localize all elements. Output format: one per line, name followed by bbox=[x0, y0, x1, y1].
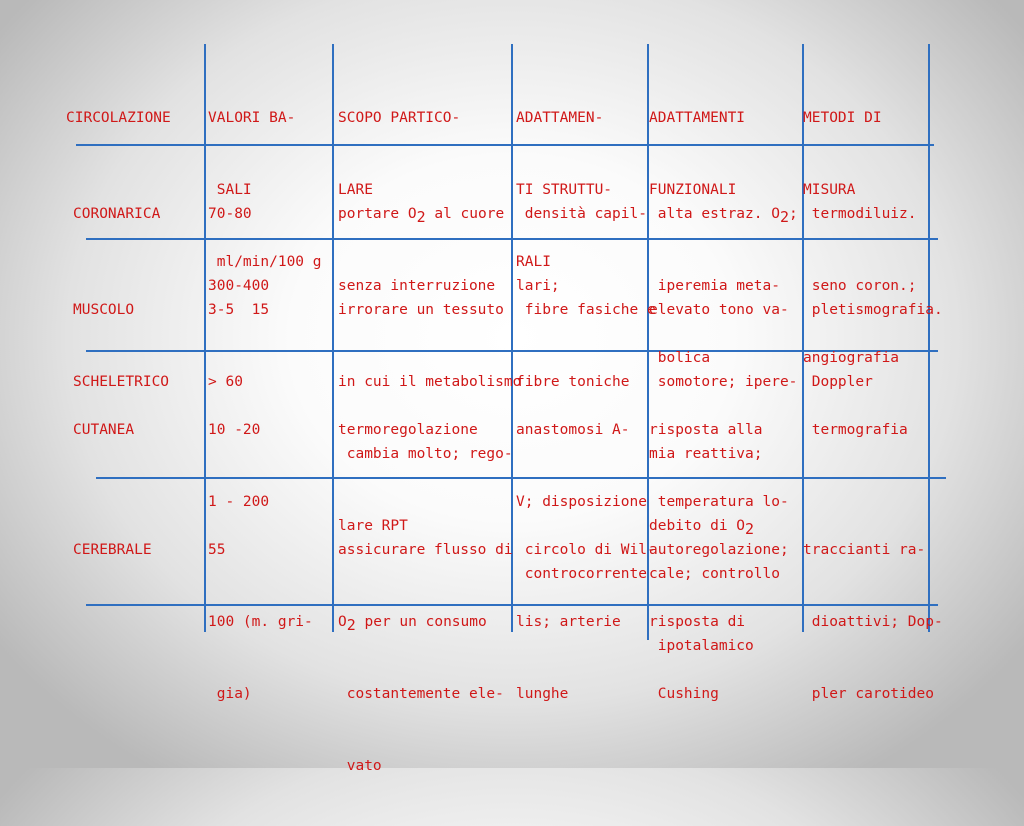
coronarica-purpose: portare $O_2$ al cuore senza interruzione bbox=[338, 206, 505, 294]
grid-vline bbox=[332, 44, 334, 632]
cutanea-structural: anastomosi A- V; disposizione controcorrente bbox=[516, 422, 647, 582]
coronarica-values: 70-80 300-400 bbox=[208, 206, 270, 294]
cutanea-functional: risposta alla temperatura lo- cale; controllo ipotalamico bbox=[649, 422, 789, 654]
cutanea-purpose: termoregolazione bbox=[338, 422, 478, 438]
header-adattamenti-strutturali: ADATTAMEN- TI STRUTTU- RALI bbox=[516, 110, 613, 270]
coronarica-structural: densità capil- lari; bbox=[516, 206, 647, 294]
header-adattamenti-funzionali: ADATTAMENTI FUNZIONALI bbox=[649, 110, 746, 198]
muscolo-name: MUSCOLO SCHELETRICO bbox=[73, 302, 170, 390]
coronarica-name: CORONARICA bbox=[73, 206, 161, 222]
muscolo-functional: elevato tono va- somotore; ipere- mia reattiva; debito di $O_2$ bbox=[649, 302, 798, 538]
muscolo-methods: pletismografia. Doppler bbox=[803, 302, 943, 390]
coronarica-methods: termodiluiz. seno coron.; angiografia bbox=[803, 206, 917, 366]
header-valori-basali: VALORI BA- SALI ml/min/100 g bbox=[208, 110, 322, 270]
cerebrale-name: CEREBRALE bbox=[73, 542, 152, 558]
header-scopo-particolare: SCOPO PARTICO- LARE bbox=[338, 110, 461, 198]
header-circolazione: CIRCOLAZIONE bbox=[66, 110, 171, 126]
cutanea-name: CUTANEA bbox=[73, 422, 135, 438]
cerebrale-purpose: assicurare flusso di $O_2$ per un consumo costantemente ele- vato bbox=[338, 542, 513, 774]
muscolo-values: 3-5 15 > 60 bbox=[208, 302, 270, 390]
cerebrale-methods: traccianti ra- dioattivi; Dop- pler carotideo bbox=[803, 542, 943, 702]
header-metodi-misura: METODI DI MISURA bbox=[803, 110, 882, 198]
cutanea-values: 10 -20 1 - 200 bbox=[208, 422, 270, 510]
muscolo-purpose: irrorare un tessuto in cui il metabolismo cambia molto; rego- lare RPT bbox=[338, 302, 522, 534]
cerebrale-structural: circolo di Wil- lis; arterie lunghe bbox=[516, 542, 656, 702]
cerebrale-values: 55 100 (m. gri- gia) bbox=[208, 542, 313, 702]
cutanea-methods: termografia bbox=[803, 422, 908, 438]
cerebrale-functional: autoregolazione; risposta di Cushing bbox=[649, 542, 789, 702]
coronarica-functional: alta estraz. $O_2$; iperemia meta- bolica bbox=[649, 206, 798, 366]
muscolo-structural: fibre fasiche e fibre toniche bbox=[516, 302, 656, 390]
grid-vline bbox=[204, 44, 206, 632]
